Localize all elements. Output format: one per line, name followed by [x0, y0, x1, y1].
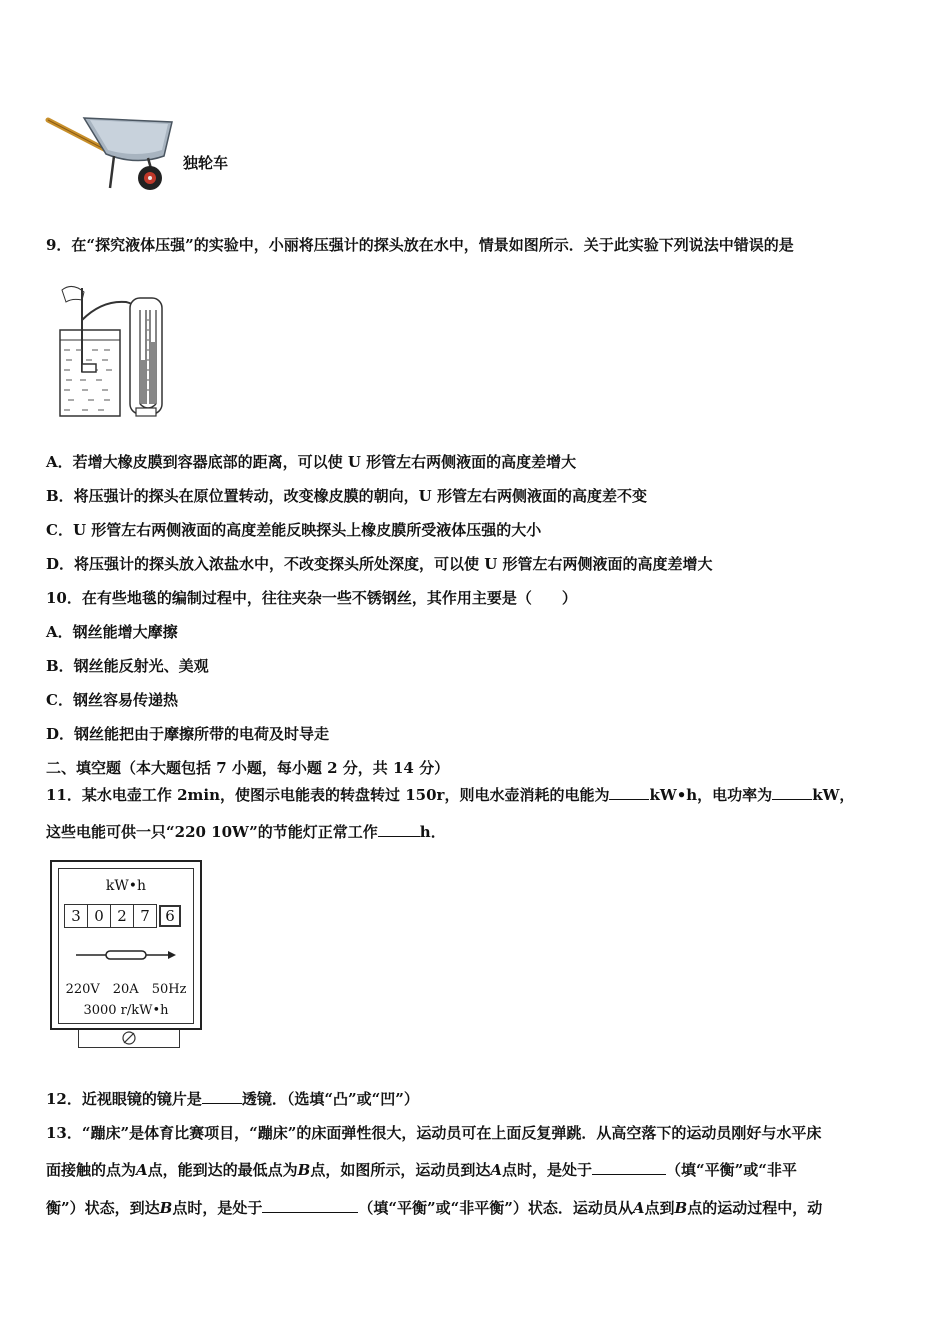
meter-terminal-box [78, 1030, 180, 1048]
q13-var-b3: B [674, 1199, 688, 1217]
q12-blank [202, 1089, 242, 1104]
q13-text-2a: 面接触的点为 [46, 1161, 137, 1179]
q12-line [46, 1089, 419, 1109]
q13-text-3e: 点的运动过程中，动 [687, 1199, 823, 1217]
q13-text-3a: 衡”）状态，到达 [46, 1199, 160, 1217]
q10-stem: 10．在有些地毯的编制过程中，往往夹杂一些不锈钢丝，其作用主要是（ ） [46, 589, 577, 607]
q13-line3 [46, 1198, 822, 1218]
q13-text-3d: 点到 [644, 1199, 675, 1217]
q13-var-a1: A [136, 1161, 148, 1179]
q13-blank2 [262, 1198, 358, 1213]
q13-text-3b: 点时，是处于 [172, 1199, 263, 1217]
q11-text2: 这些电能可供一只“220 10W”的节能灯正常工作 [46, 823, 378, 841]
q9-option-b: B．将压强计的探头在原位置转动，改变橡皮膜的朝向，U 形管左右两侧液面的高度差不变 [46, 487, 647, 505]
meter-digit-4: 7 [134, 904, 157, 928]
q11-line1 [46, 785, 854, 805]
q10-option-a: A．钢丝能增大摩擦 [46, 623, 178, 641]
q13-blank1 [592, 1160, 666, 1175]
meter-digit-1: 3 [64, 904, 88, 928]
q13-text-2d: 点时，是处于 [502, 1161, 593, 1179]
q9-stem: 9．在“探究液体压强”的实验中，小丽将压强计的探头放在水中，情景如图所示．关于此实验下列说法中错误的是 [46, 236, 794, 254]
q10-option-c: C．钢丝容易传递热 [46, 691, 178, 709]
q13-text-3c: （填“平衡”或“非平衡”）状态．运动员从 [358, 1199, 633, 1217]
q13-text-2c: 点，如图所示，运动员到达 [310, 1161, 491, 1179]
q12-text1: 12．近视眼镜的镜片是 [46, 1090, 202, 1108]
meter-dial-icon [76, 948, 176, 962]
meter-digit-2: 0 [88, 904, 111, 928]
electric-meter [50, 860, 202, 1030]
q10-option-d: D．钢丝能把由于摩擦所带的电荷及时导走 [46, 725, 330, 743]
q9-option-d: D．将压强计的探头放入浓盐水中，不改变探头所处深度，可以使 U 形管左右两侧液面的高度差增大 [46, 555, 713, 573]
meter-digit-5: 6 [159, 905, 181, 927]
meter-specs: 220V 20A 50Hz [65, 982, 187, 997]
q9-option-a: A．若增大橡皮膜到容器底部的距离，可以使 U 形管左右两侧液面的高度差增大 [46, 453, 577, 471]
q11-text1: 11．某水电壶工作 2min，使图示电能表的转盘转过 150r，则电水壶消耗的电能为 [46, 786, 610, 804]
q11-blank3 [378, 822, 420, 837]
wheelbarrow-figure [44, 108, 184, 193]
q13-text-2e: （填“平衡”或“非平 [666, 1161, 797, 1179]
q9-option-c: C．U 形管左右两侧液面的高度差能反映探头上橡皮膜所受液体压强的大小 [46, 521, 542, 539]
wheelbarrow-caption: 独轮车 [183, 154, 229, 172]
q13-line2 [46, 1160, 797, 1180]
pressure-gauge-figure [52, 280, 174, 420]
q13-var-b1: B [297, 1161, 311, 1179]
q13-text-2b: 点，能到达的最低点为 [147, 1161, 298, 1179]
q11-unit3: h． [419, 823, 446, 841]
section-heading: 二、填空题（本大题包括 7 小题，每小题 2 分，共 14 分） [46, 759, 450, 777]
meter-digits [64, 904, 181, 928]
meter-rate: 3000 r/kW•h [83, 1003, 169, 1018]
q11-unit1: kW•h，电功率为 [649, 786, 773, 804]
q11-unit2: kW， [812, 786, 855, 804]
q13-var-a3: A [632, 1199, 645, 1217]
q13-line1: 13．“蹦床”是体育比赛项目，“蹦床”的床面弹性很大，运动员可在上面反复弹跳．从高空落下的运动员刚好与水平床 [46, 1124, 822, 1142]
q10-option-b: B．钢丝能反射光、美观 [46, 657, 209, 675]
q11-line2 [46, 822, 446, 842]
q13-var-a2: A [490, 1161, 503, 1179]
terminal-screw-icon [121, 1030, 137, 1046]
meter-unit: kW•h [105, 878, 147, 894]
q11-blank2 [772, 785, 812, 800]
meter-digit-3: 2 [111, 904, 134, 928]
q12-text2: 透镜．（选填“凸”或“凹”） [241, 1090, 419, 1108]
q13-var-b2: B [159, 1199, 173, 1217]
q11-blank1 [609, 785, 649, 800]
